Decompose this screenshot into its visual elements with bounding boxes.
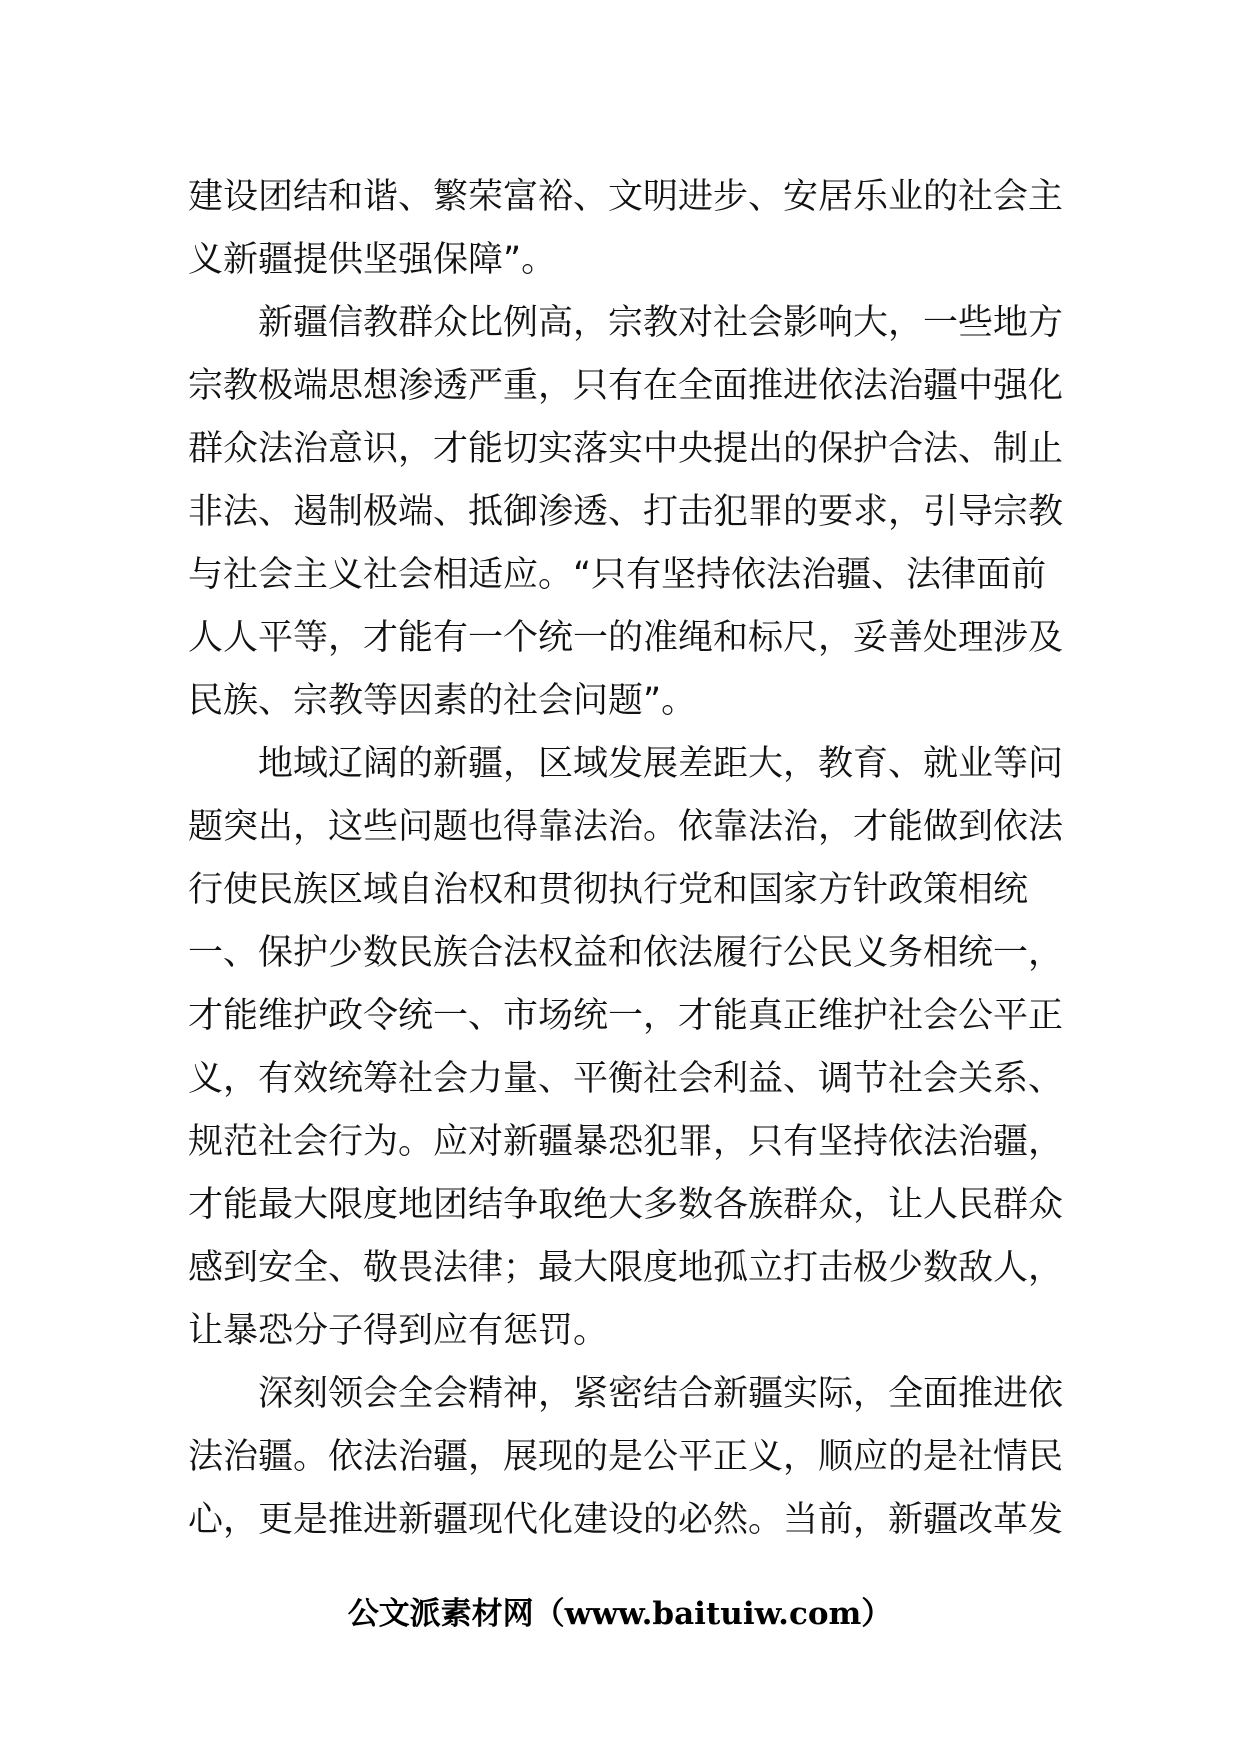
- text-line: 才能维护政令统一、市场统一，才能真正维护社会公平正: [188, 996, 1064, 1036]
- text-line: 宗教极端思想渗透严重，只有在全面推进依法治疆中强化: [188, 366, 1064, 406]
- body-text: [188, 166, 1064, 1552]
- text-line: 义新疆提供坚强保障”。: [188, 240, 557, 280]
- text-line: 题突出，这些问题也得靠法治。依靠法治，才能做到依法: [188, 807, 1064, 847]
- text-line: 深刻领会全会精神，紧密结合新疆实际，全面推进依: [188, 1374, 1064, 1414]
- text-line: 建设团结和谐、繁荣富裕、文明进步、安居乐业的社会主: [188, 177, 1064, 217]
- text-line: 让暴恐分子得到应有惩罚。: [188, 1311, 609, 1351]
- text-line: 行使民族区域自治权和贯彻执行党和国家方针政策相统: [188, 870, 1029, 910]
- text-line: 地域辽阔的新疆，区域发展差距大，教育、就业等问: [188, 744, 1064, 784]
- text-line: 法治疆。依法治疆，展现的是公平正义，顺应的是社情民: [188, 1437, 1064, 1477]
- text-line: 民族、宗教等因素的社会问题”。: [188, 681, 697, 721]
- text-line: 人人平等，才能有一个统一的准绳和标尺，妥善处理涉及: [188, 618, 1064, 658]
- text-line: 感到安全、敬畏法律；最大限度地孤立打击极少数敌人，: [188, 1248, 1064, 1288]
- footer-watermark: 公文派素材网（www.baituiw.com）: [347, 1596, 893, 1632]
- text-line: 义，有效统筹社会力量、平衡社会利益、调节社会关系、: [188, 1059, 1064, 1099]
- text-line: 心，更是推进新疆现代化建设的必然。当前，新疆改革发: [188, 1500, 1064, 1540]
- text-line: 规范社会行为。应对新疆暴恐犯罪，只有坚持依法治疆，: [188, 1122, 1064, 1162]
- text-line: 与社会主义社会相适应。“只有坚持依法治疆、法律面前: [188, 555, 1047, 595]
- text-line: 才能最大限度地团结争取绝大多数各族群众，让人民群众: [188, 1185, 1064, 1225]
- text-line: 非法、遏制极端、抵御渗透、打击犯罪的要求，引导宗教: [188, 492, 1064, 532]
- text-line: 一、保护少数民族合法权益和依法履行公民义务相统一，: [188, 933, 1064, 973]
- text-line: 新疆信教群众比例高，宗教对社会影响大，一些地方: [188, 303, 1064, 343]
- text-line: 群众法治意识，才能切实落实中央提出的保护合法、制止: [188, 429, 1064, 469]
